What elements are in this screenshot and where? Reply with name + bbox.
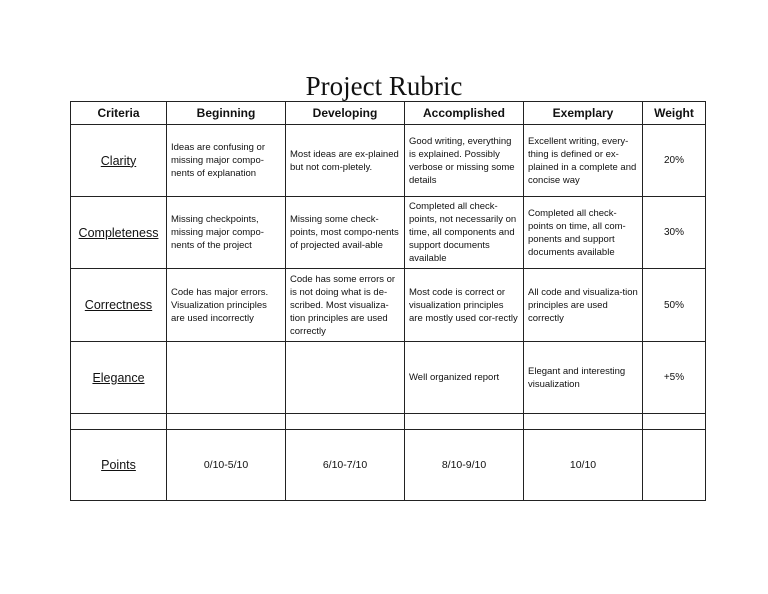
developing-cell: Missing some check-points, most compo-nents of projected avail-able	[286, 197, 405, 269]
table-row	[71, 269, 706, 342]
developing-cell: Most ideas are ex-plained but not com-pletely.	[286, 125, 405, 197]
points-weight	[643, 430, 706, 501]
exemplary-cell: Excellent writing, every-thing is defined or ex-plained in a complete and concise way	[524, 125, 643, 197]
points-accomplished: 8/10-9/10	[405, 430, 524, 501]
weight-cell: +5%	[643, 342, 706, 414]
criterion-points: Points	[101, 458, 136, 472]
criterion-completeness: Completeness	[78, 225, 159, 240]
header-exemplary: Exemplary	[524, 102, 643, 125]
spacer-row	[71, 414, 706, 430]
points-row	[71, 430, 706, 501]
header-beginning: Beginning	[167, 102, 286, 125]
beginning-cell: Code has major errors. Visualization principles are used incorrectly	[167, 269, 286, 342]
criterion-clarity: Clarity	[100, 153, 137, 168]
page-title: Project Rubric	[305, 71, 463, 101]
criterion-cell	[71, 342, 167, 414]
header-row	[71, 102, 706, 125]
beginning-cell	[167, 342, 286, 414]
beginning-cell: Missing checkpoints, missing major compo-nents of the project	[167, 197, 286, 269]
criterion-cell	[71, 269, 167, 342]
criterion-correctness: Correctness	[84, 298, 153, 312]
header-accomplished: Accomplished	[405, 102, 524, 125]
accomplished-cell: Most code is correct or visualization principles are mostly used cor-rectly	[405, 269, 524, 342]
weight-cell: 30%	[643, 197, 706, 269]
criterion-elegance: Elegance	[92, 370, 145, 385]
exemplary-cell: Elegant and interesting visualization	[524, 342, 643, 414]
accomplished-cell: Good writing, everything is explained. Possibly verbose or missing some details	[405, 125, 524, 197]
points-developing: 6/10-7/10	[286, 430, 405, 501]
developing-cell: Code has some errors or is not doing what is de-scribed. Most visualiza-tion principles are used correctly	[286, 269, 405, 342]
empty-cell	[167, 414, 286, 430]
header-weight: Weight	[643, 102, 706, 125]
header-developing: Developing	[286, 102, 405, 125]
accomplished-cell: Well organized report	[405, 342, 524, 414]
weight-cell: 50%	[643, 269, 706, 342]
exemplary-cell: All code and visualiza-tion principles are used correctly	[524, 269, 643, 342]
empty-cell	[286, 414, 405, 430]
table-row	[71, 197, 706, 269]
table-row	[71, 342, 706, 414]
criterion-cell	[71, 125, 167, 197]
beginning-cell: Ideas are confusing or missing major compo-nents of explanation	[167, 125, 286, 197]
header-criteria: Criteria	[71, 102, 167, 125]
table-row	[71, 125, 706, 197]
rubric-table	[70, 101, 706, 501]
empty-cell	[643, 414, 706, 430]
empty-cell	[524, 414, 643, 430]
points-exemplary: 10/10	[524, 430, 643, 501]
developing-cell	[286, 342, 405, 414]
exemplary-cell: Completed all check-points on time, all com-ponents and support documents available	[524, 197, 643, 269]
criterion-cell	[71, 197, 167, 269]
empty-cell	[405, 414, 524, 430]
points-beginning: 0/10-5/10	[167, 430, 286, 501]
criterion-cell	[71, 430, 167, 501]
empty-cell	[71, 414, 167, 430]
weight-cell: 20%	[643, 125, 706, 197]
accomplished-cell: Completed all check-points, not necessarily on time, all components and support documents available	[405, 197, 524, 269]
